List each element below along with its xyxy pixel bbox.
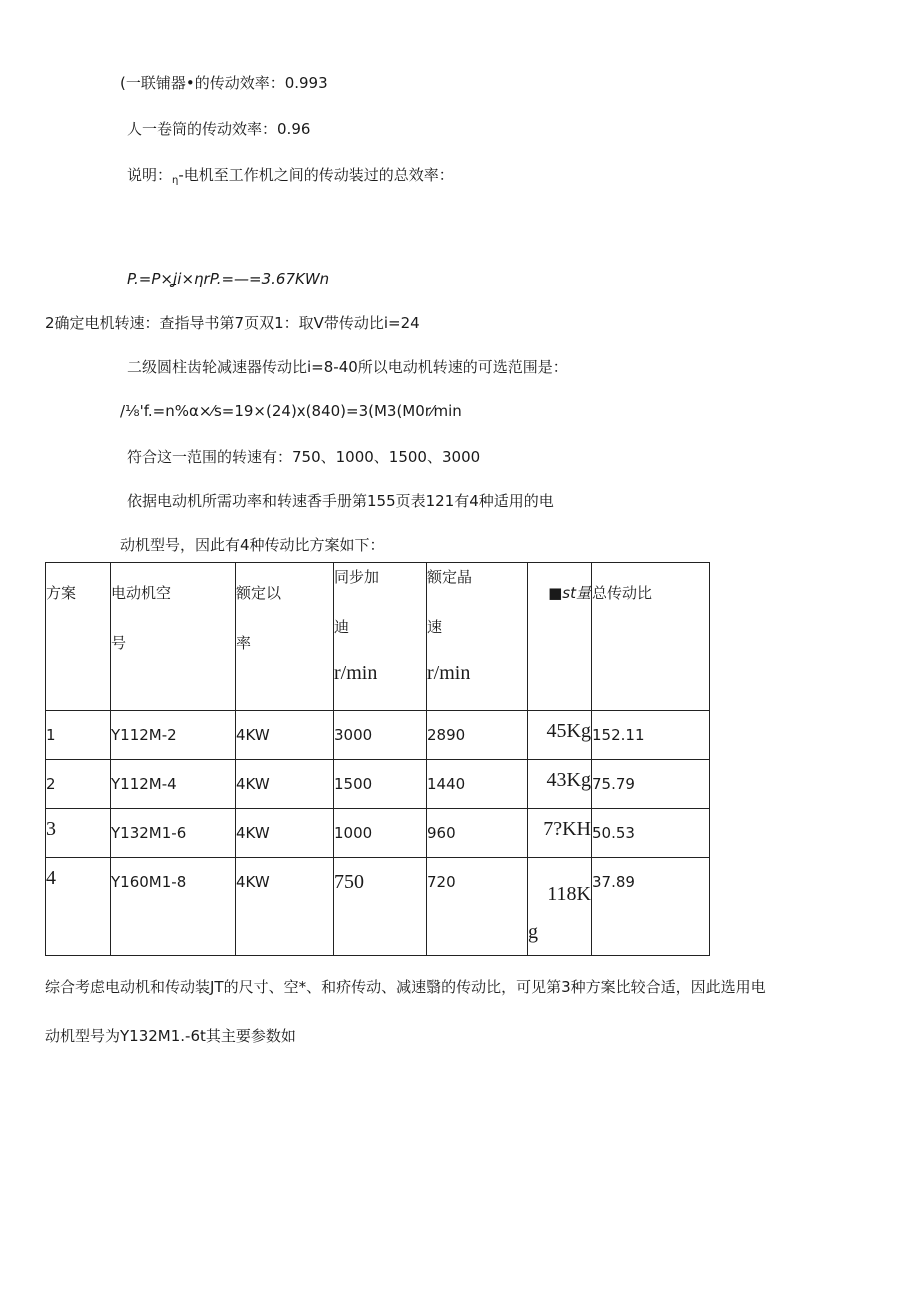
text-gear-ratio: 二级圆柱齿轮减速器传动比i=8-40所以电动机转速的可选范围是：	[127, 358, 568, 376]
cell-ratio: 50.53	[592, 809, 710, 858]
text-drum-efficiency: 人一卷筒的传动效率：0.96	[127, 120, 311, 138]
cell-rated-speed: 1440	[427, 760, 528, 809]
header-scheme: 方案	[46, 563, 111, 711]
cell-weight: 7?KH	[528, 809, 592, 858]
explanation-prefix: 说明：	[127, 166, 173, 184]
cell-model: Y160M1-8	[111, 858, 236, 956]
header-motor-model: 电动机空 号	[111, 563, 236, 711]
text-speed-options: 符合这一范围的转速有：750、1000、1500、3000	[127, 448, 481, 466]
cell-rated-speed: 960	[427, 809, 528, 858]
header-rated-power: 额定以 率	[236, 563, 334, 711]
explanation-text: -电机至工作机之间的传动装过的总效率：	[178, 166, 454, 184]
cell-sync-speed: 750	[334, 858, 427, 956]
table-row	[46, 760, 710, 809]
text-conclusion: 综合考虑电动机和传动装JT的尺寸、空*、和疥传动、减速翳的传动比，可见第3种方案比较合适，因此选用电	[45, 978, 766, 996]
text-motor-speed-step: 2确定电机转速：查指导书第7页双1：取V带传动比i=24	[45, 314, 420, 332]
header-total-ratio: 总传动比	[592, 563, 710, 711]
text-table-intro: 动机型号，因此有4种传动比方案如下：	[120, 536, 385, 554]
formula-power: P.=P×ʝi×ηrP.=—=3.67KWn	[127, 270, 330, 288]
cell-scheme: 1	[46, 711, 111, 760]
table-header-row	[46, 563, 710, 711]
cell-rated-speed: 720	[427, 858, 528, 956]
cell-scheme: 2	[46, 760, 111, 809]
cell-ratio: 152.11	[592, 711, 710, 760]
header-sync-speed: 同步加 迪 r/min	[334, 563, 427, 711]
cell-power: 4KW	[236, 809, 334, 858]
cell-power: 4KW	[236, 711, 334, 760]
cell-power: 4KW	[236, 858, 334, 956]
table-row	[46, 858, 710, 956]
cell-sync-speed: 1000	[334, 809, 427, 858]
cell-weight: 118K g	[528, 858, 592, 956]
cell-weight: 43Kg	[528, 760, 592, 809]
cell-ratio: 37.89	[592, 858, 710, 956]
text-selected-model: 动机型号为Y132M1.-6t其主要参数如	[45, 1027, 296, 1045]
text-handbook-note: 依据电动机所需功率和转速香手册第155页表121有4种适用的电	[127, 492, 554, 510]
cell-sync-speed: 1500	[334, 760, 427, 809]
cell-scheme: 4	[46, 858, 111, 956]
motor-scheme-table	[45, 562, 710, 956]
cell-model: Y112M-4	[111, 760, 236, 809]
cell-ratio: 75.79	[592, 760, 710, 809]
table-row	[46, 809, 710, 858]
text-coupling-efficiency: (一联铺器•的传动效率：0.993	[120, 74, 328, 92]
cell-sync-speed: 3000	[334, 711, 427, 760]
header-weight: ■st量	[528, 563, 592, 711]
cell-model: Y112M-2	[111, 711, 236, 760]
cell-rated-speed: 2890	[427, 711, 528, 760]
formula-speed: /⅛'f.=n%α×⁄s=19×(24)x(840)=3(M3(M0r⁄min	[120, 402, 462, 420]
cell-scheme: 3	[46, 809, 111, 858]
cell-power: 4KW	[236, 760, 334, 809]
eta-symbol: η	[172, 175, 179, 186]
text-explanation	[127, 165, 454, 191]
table-row	[46, 711, 710, 760]
cell-weight: 45Kg	[528, 711, 592, 760]
header-rated-speed: 额定晶 速 r/min	[427, 563, 528, 711]
cell-model: Y132M1-6	[111, 809, 236, 858]
